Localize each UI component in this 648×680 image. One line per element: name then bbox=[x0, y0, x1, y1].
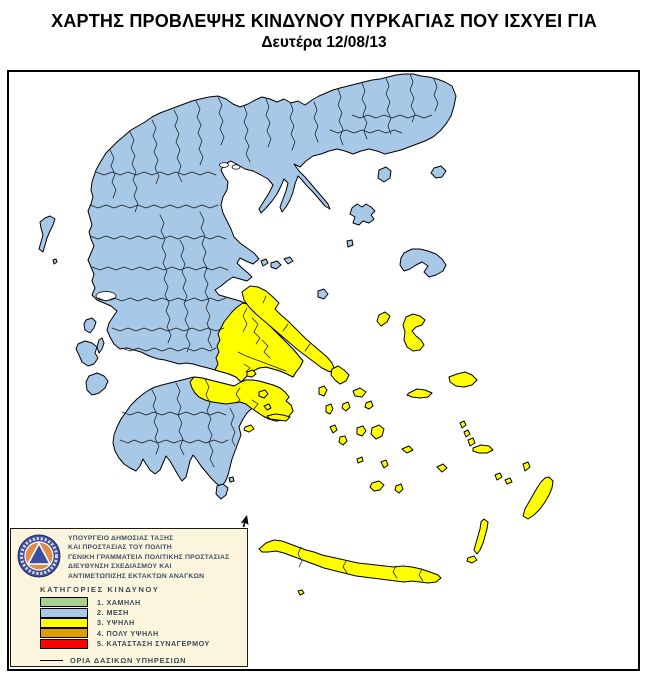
island-patmos bbox=[460, 421, 466, 428]
legend-row-medium bbox=[40, 607, 210, 617]
legend-row-alert bbox=[40, 639, 210, 649]
island-tilos bbox=[505, 478, 512, 484]
island-santorini bbox=[395, 484, 403, 493]
island-astypalea bbox=[437, 464, 447, 472]
civil-protection-logo-icon bbox=[17, 534, 61, 578]
island-thasos bbox=[378, 167, 391, 182]
legend-category-rows bbox=[40, 597, 210, 649]
island-corfu bbox=[39, 216, 55, 252]
island-skyros bbox=[377, 312, 390, 326]
islands-high-risk bbox=[242, 286, 553, 595]
legend-boundaries-label: ΟΡΙΑ ΔΑΣΙΚΩΝ ΥΠΗΡΕΣΙΩΝ bbox=[70, 656, 187, 665]
island-chios bbox=[403, 314, 425, 351]
island-folegandros bbox=[357, 457, 363, 463]
island-rhodes bbox=[523, 477, 553, 519]
island-karpathos bbox=[474, 519, 488, 554]
island-kythira bbox=[216, 484, 228, 499]
island-elafonisos bbox=[229, 477, 234, 482]
agency-line: ΥΠΟΥΡΓΕΙΟ ΔΗΜΟΣΙΑΣ ΤΑΞΗΣ bbox=[68, 535, 174, 542]
island-andros bbox=[331, 366, 349, 384]
island-sifnos bbox=[339, 436, 347, 445]
island-ios bbox=[381, 460, 388, 468]
swatch-low bbox=[40, 597, 88, 607]
legend-row-very-high bbox=[40, 628, 210, 638]
island-serifos bbox=[330, 425, 337, 433]
island-kos bbox=[473, 445, 493, 453]
agency-line: ΓΕΝΙΚΗ ΓΡΑΜΜΑΤΕΙΑ ΠΟΛΙΤΙΚΗΣ ΠΡΟΣΤΑΣΙΑΣ bbox=[68, 553, 230, 561]
legend-label-low: 1. ΧΑΜΗΛΗ bbox=[97, 597, 141, 607]
island-alonissos bbox=[284, 257, 293, 264]
legend-row-high bbox=[40, 618, 210, 628]
island-kythnos bbox=[326, 404, 333, 414]
agency-text bbox=[68, 534, 246, 581]
boundary-line-sample bbox=[40, 660, 63, 661]
agency-line: ΑΝΤΙΜΕΤΩΠΙΣΗΣ ΕΚΤΑΚΤΩΝ ΑΝΑΓΚΩΝ bbox=[68, 572, 205, 580]
island-ithaki bbox=[97, 338, 104, 353]
island-salamina bbox=[247, 370, 256, 377]
island-samos bbox=[449, 372, 477, 387]
island-paros bbox=[357, 426, 366, 436]
island-psara bbox=[318, 289, 328, 299]
island-gavdos bbox=[298, 590, 304, 595]
legend-label-alert: 5. ΚΑΤΑΣΤΑΣΗ ΣΥΝΑΓΕΡΜΟΥ bbox=[97, 639, 210, 649]
island-naxos bbox=[371, 425, 384, 439]
island-crete bbox=[259, 540, 441, 583]
legend-label-high: 3. ΥΨΗΛΗ bbox=[97, 618, 135, 628]
swatch-high bbox=[40, 618, 88, 628]
legend-label-medium: 2. ΜΕΣΗ bbox=[97, 608, 129, 618]
island-syros bbox=[342, 402, 350, 411]
agency-line: ΔΙΕΥΘΥΝΣΗ ΣΧΕΔΙΑΣΜΟΥ ΚΑΙ bbox=[68, 563, 172, 571]
legend-row-low bbox=[40, 597, 210, 607]
island-paxoi bbox=[53, 259, 57, 264]
swatch-medium bbox=[40, 608, 88, 618]
agency-line: ΚΑΙ ΠΡΟΣΤΑΣΙΑΣ ΤΟΥ ΠΟΛΙΤΗ bbox=[68, 544, 172, 552]
island-spetses bbox=[244, 425, 254, 432]
island-leros bbox=[464, 430, 470, 437]
amvrakikos-gulf bbox=[96, 292, 116, 301]
swatch-alert bbox=[40, 639, 88, 649]
map-legend bbox=[10, 528, 248, 667]
mouse-cursor-icon bbox=[237, 514, 251, 530]
swatch-very-high bbox=[40, 628, 88, 638]
island-lesvos bbox=[400, 249, 446, 277]
island-milos bbox=[370, 481, 384, 491]
island-kalymnos bbox=[468, 438, 475, 446]
legend-label-very-high: 4. ΠΟΛΥ ΥΨΗΛΗ bbox=[97, 628, 159, 638]
island-samothrace bbox=[431, 166, 446, 178]
legend-categories-title: ΚΑΤΗΓΟΡΙΕΣ ΚΙΝΔΥΝΟΥ bbox=[40, 585, 160, 594]
island-zakynthos bbox=[86, 373, 108, 395]
lake-koroneia bbox=[220, 163, 229, 168]
island-amorgos bbox=[402, 446, 413, 453]
page-title bbox=[0, 11, 648, 52]
island-skopelos bbox=[271, 261, 281, 269]
island-tinos bbox=[353, 388, 366, 397]
legend-boundaries-row bbox=[40, 656, 186, 665]
map-date: Δευτέρα 12/08/13 bbox=[261, 34, 387, 51]
island-nisyros bbox=[495, 473, 502, 480]
island-mykonos bbox=[365, 401, 373, 409]
island-agios-efstratios bbox=[347, 240, 353, 247]
island-kea bbox=[319, 386, 327, 396]
lake-volvi bbox=[232, 165, 240, 169]
region-mainland-medium bbox=[88, 74, 456, 487]
island-ikaria bbox=[407, 389, 432, 398]
island-limnos bbox=[350, 204, 375, 225]
island-symi bbox=[523, 462, 530, 471]
map-title: ΧΑΡΤΗΣ ΠΡΟΒΛΕΨΗΣ ΚΙΝΔΥΝΟΥ ΠΥΡΚΑΓΙΑΣ ΠΟΥ ΙΣΧΥΕΙ ΓΙΑ bbox=[51, 11, 597, 31]
island-skiathos bbox=[261, 259, 268, 266]
island-kefalonia bbox=[76, 341, 98, 366]
island-kasos bbox=[467, 556, 477, 563]
island-lefkada bbox=[84, 318, 96, 333]
